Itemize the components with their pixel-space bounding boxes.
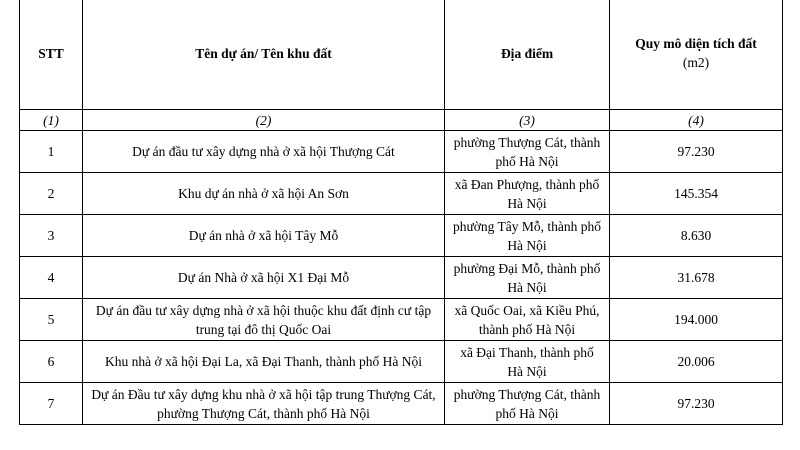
cell-project-name: Dự án Đầu tư xây dựng khu nhà ở xã hội tập trung Thượng Cát, phường Thượng Cát, thành phố Hà Nội: [83, 383, 445, 425]
cell-stt: 1: [20, 131, 83, 173]
column-number-row: [20, 110, 783, 131]
cell-stt: 6: [20, 341, 83, 383]
cell-stt: 7: [20, 383, 83, 425]
cell-location: phường Thượng Cát, thành phố Hà Nội: [445, 383, 610, 425]
cell-location: phường Đại Mỗ, thành phố Hà Nội: [445, 257, 610, 299]
column-number-1: (1): [20, 110, 83, 131]
cell-location: phường Tây Mỗ, thành phố Hà Nội: [445, 215, 610, 257]
cell-area: 145.354: [610, 173, 783, 215]
table-row: [20, 383, 783, 425]
cell-location: xã Đại Thanh, thành phố Hà Nội: [445, 341, 610, 383]
table-row: [20, 173, 783, 215]
cell-location: phường Thượng Cát, thành phố Hà Nội: [445, 131, 610, 173]
cell-project-name: Dự án đầu tư xây dựng nhà ở xã hội Thượng Cát: [83, 131, 445, 173]
cell-area: 97.230: [610, 383, 783, 425]
header-area-label: Quy mô diện tích đất: [635, 36, 757, 51]
column-number-4: (4): [610, 110, 783, 131]
cell-project-name: Khu dự án nhà ở xã hội An Sơn: [83, 173, 445, 215]
table-row: [20, 341, 783, 383]
cell-stt: 5: [20, 299, 83, 341]
cell-project-name: Dự án đầu tư xây dựng nhà ở xã hội thuộc khu đất định cư tập trung tại đô thị Quốc Oai: [83, 299, 445, 341]
cell-stt: 3: [20, 215, 83, 257]
cell-stt: 2: [20, 173, 83, 215]
header-area-unit: (m2): [682, 55, 710, 70]
cell-area: 8.630: [610, 215, 783, 257]
cell-stt: 4: [20, 257, 83, 299]
housing-projects-table: [19, 0, 783, 425]
header-area: [610, 0, 783, 110]
cell-area: 194.000: [610, 299, 783, 341]
cell-project-name: Khu nhà ở xã hội Đại La, xã Đại Thanh, thành phố Hà Nội: [83, 341, 445, 383]
table-row: [20, 299, 783, 341]
cell-location: xã Đan Phượng, thành phố Hà Nội: [445, 173, 610, 215]
table-row: [20, 215, 783, 257]
table-row: [20, 131, 783, 173]
header-location: Địa điểm: [445, 0, 610, 110]
column-number-2: (2): [83, 110, 445, 131]
cell-area: 97.230: [610, 131, 783, 173]
cell-area: 31.678: [610, 257, 783, 299]
cell-area: 20.006: [610, 341, 783, 383]
cell-project-name: Dự án nhà ở xã hội Tây Mỗ: [83, 215, 445, 257]
header-project-name: Tên dự án/ Tên khu đất: [83, 0, 445, 110]
header-row: [20, 0, 783, 110]
column-number-3: (3): [445, 110, 610, 131]
cell-location: xã Quốc Oai, xã Kiều Phú, thành phố Hà Nội: [445, 299, 610, 341]
cell-project-name: Dự án Nhà ở xã hội X1 Đại Mỗ: [83, 257, 445, 299]
header-stt: STT: [20, 0, 83, 110]
table-row: [20, 257, 783, 299]
